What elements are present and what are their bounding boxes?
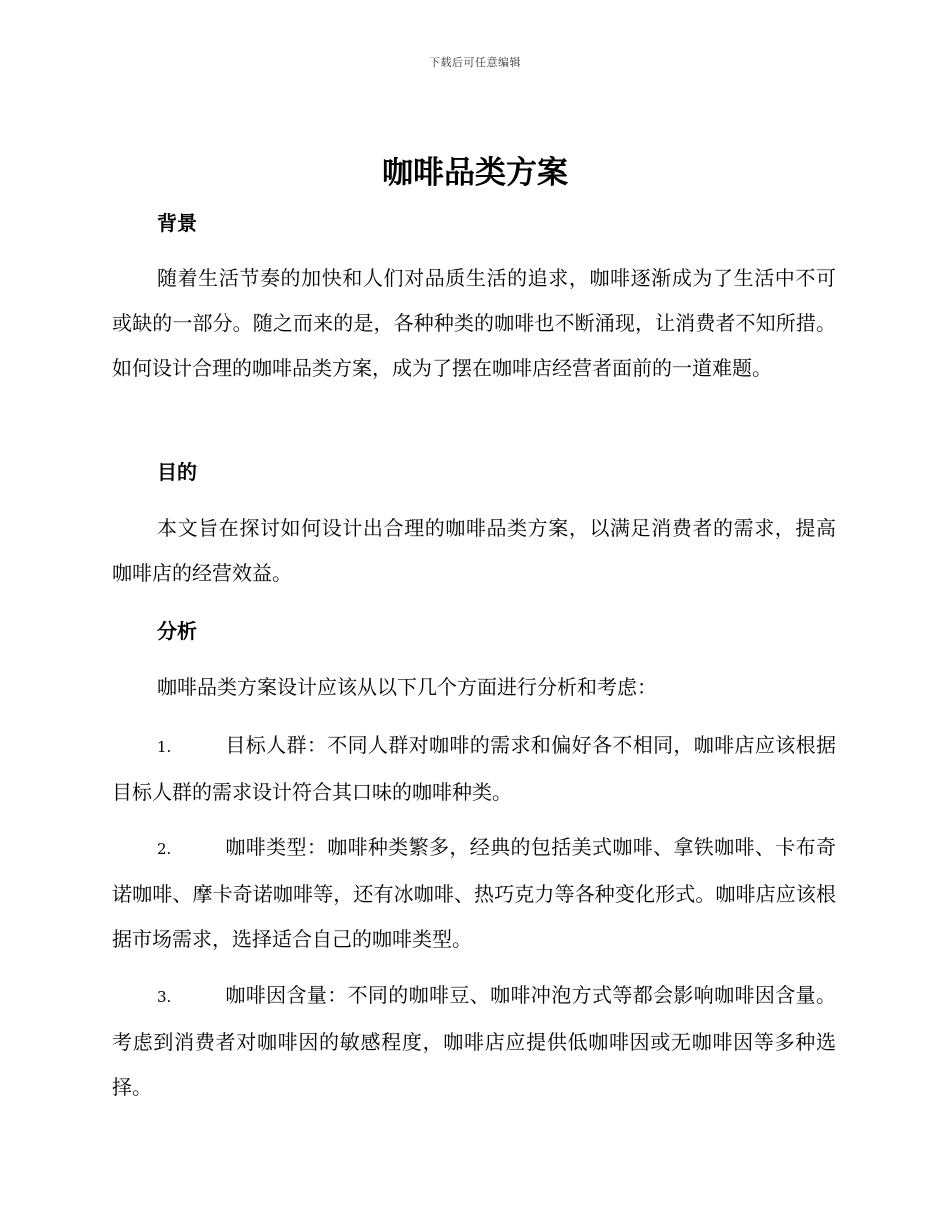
header-note: 下载后可任意编辑 xyxy=(429,56,521,69)
paragraph-analysis-intro: 咖啡品类方案设计应该从以下几个方面进行分析和考虑： xyxy=(157,675,657,699)
list-item-number: 1. xyxy=(157,738,172,756)
section-heading-purpose: 目的 xyxy=(157,460,197,484)
list-item xyxy=(112,973,836,1110)
document-title: 咖啡品类方案 xyxy=(382,155,568,191)
list-item xyxy=(112,723,836,815)
list-item-number: 3. xyxy=(157,988,172,1006)
list-item-number: 2. xyxy=(157,840,172,858)
section-heading-background: 背景 xyxy=(157,211,197,235)
list-item xyxy=(112,825,836,962)
paragraph-purpose: 本文旨在探讨如何设计出合理的咖啡品类方案，以满足消费者的需求，提高咖啡店的经营效益。 xyxy=(112,516,836,585)
paragraph-background: 随着生活节奏的加快和人们对品质生活的追求，咖啡逐渐成为了生活中不可或缺的一部分。随之而来的是，各种种类的咖啡也不断涌现，让消费者不知所措。如何设计合理的咖啡品类方案，成为了摆在咖啡店经营者面前的一道难题。 xyxy=(112,266,836,380)
list-item-text: 目标人群：不同人群对咖啡的需求和偏好各不相同，咖啡店应该根据目标人群的需求设计符合其口味的咖啡种类。 xyxy=(112,733,836,804)
list-item-text: 咖啡类型：咖啡种类繁多，经典的包括美式咖啡、拿铁咖啡、卡布奇诺咖啡、摩卡奇诺咖啡等，还有冰咖啡、热巧克力等各种变化形式。咖啡店应该根据市场需求，选择适合自己的咖啡类型。 xyxy=(112,835,836,951)
section-heading-analysis: 分析 xyxy=(157,619,197,643)
list-item-text: 咖啡因含量：不同的咖啡豆、咖啡冲泡方式等都会影响咖啡因含量。考虑到消费者对咖啡因的敏感程度，咖啡店应提供低咖啡因或无咖啡因等多种选择。 xyxy=(112,983,836,1099)
